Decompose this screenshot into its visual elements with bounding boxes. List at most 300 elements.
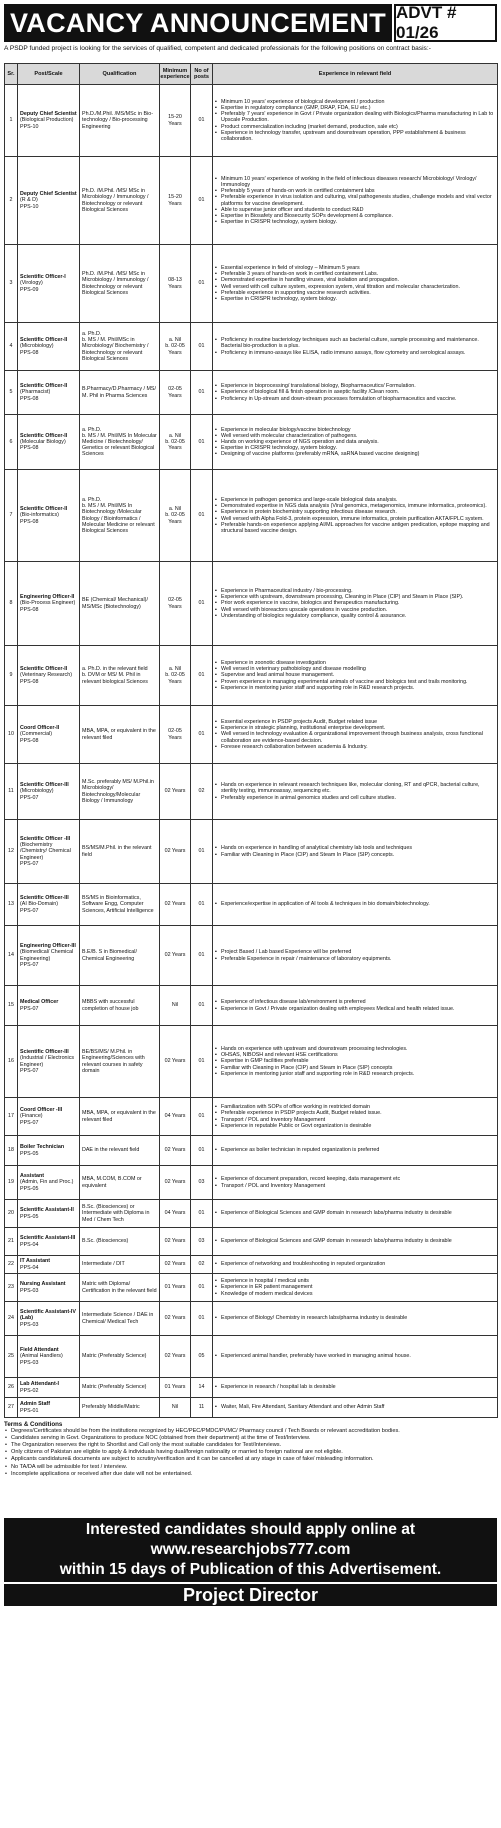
number-of-posts-cell: 01 (191, 470, 213, 562)
experience-item: ▪ Minimum 10 years' experience of biological development / production (215, 99, 495, 105)
post-scale: PPS-07 (20, 1005, 39, 1012)
post-scale: PPS-08 (20, 349, 39, 356)
number-of-posts-cell: 01 (191, 1026, 213, 1098)
post-scale: PPS-03 (20, 1287, 39, 1294)
relevant-experience-cell (213, 1256, 498, 1274)
post-specialty: (Commercial) (20, 731, 53, 738)
qualification-cell: BE (Chemical/ Mechanical)/ MS/MSc (Biotechnology) (80, 562, 160, 646)
serial-number: 24 (5, 1302, 18, 1336)
experience-item: ▪ Familiar with Cleaning in Place (CIP) and Steam in Place (SIP) concepts (215, 1065, 495, 1071)
experience-item: ▪ Proficiency in routine bacteriology techniques such as bacterial culture, sample processing and maintenance. Bacterial bio-production is a plus. (215, 337, 495, 349)
experience-item: ▪ Demonstrated expertise in NGS data analysis (Viral genomics, metagenomics, immune informatics, proteomics). (215, 503, 495, 509)
experience-item: ▪ Preferable hands-on experience applying AI/ML approaches for vaccine antigen predication, epitope mapping and structural based vaccine design. (215, 522, 495, 534)
experience-list (215, 1384, 495, 1390)
post-title: Field Attendant (20, 1347, 59, 1354)
number-of-posts-cell: 01 (191, 85, 213, 157)
relevant-experience-cell (213, 245, 498, 323)
minimum-experience-cell: 02 Years (160, 1336, 191, 1378)
serial-number: 22 (5, 1256, 18, 1274)
experience-item: ▪ Experience in technology transfer, upstream and downstream operation, PPP establishment & business collaboration. (215, 130, 495, 142)
post-specialty: (Biological Production) (20, 117, 74, 124)
experience-item: ▪ Experience in mentoring junior staff and supporting role in R&D research projects. (215, 1071, 495, 1077)
experience-item: ▪ Supervise and lead animal house management. (215, 672, 495, 678)
post-scale-cell (18, 1026, 80, 1098)
post-scale: PPS-07 (20, 860, 39, 867)
post-scale: PPS-10 (20, 203, 39, 210)
minimum-experience-cell: 02 Years (160, 764, 191, 820)
post-scale: PPS-08 (20, 445, 39, 452)
experience-item: ▪ Prior work experience in vaccine, biologics and therapeutics manufacturing. (215, 600, 495, 606)
minimum-experience-cell: 15-20 Years (160, 157, 191, 245)
experience-item: ▪ Well versed in veterinary pathobiology and disease modelling (215, 666, 495, 672)
experience-list (215, 782, 495, 800)
number-of-posts-cell: 01 (191, 706, 213, 764)
table-row (5, 85, 498, 157)
minimum-experience-cell: 02 Years (160, 820, 191, 884)
post-title: Admin Staff (20, 1401, 50, 1408)
terms-and-conditions (4, 1421, 497, 1516)
qualification-cell: B.Sc. (Biosciences) or Intermediate with Diploma in Med / Chem Tech (80, 1200, 160, 1228)
experience-item: ▪ Well versed with Alpha Fold-3, protein expression, immune informatics, protein purification AKTA/FPLC system. (215, 516, 495, 522)
table-row (5, 764, 498, 820)
post-title: Scientific Officer-II (20, 337, 68, 344)
post-scale-cell (18, 764, 80, 820)
post-scale-cell (18, 245, 80, 323)
minimum-experience-cell: 04 Years (160, 1200, 191, 1228)
post-specialty: (Biochemistry /Chemistry/ Chemical Engineer) (20, 842, 71, 861)
post-scale: PPS-09 (20, 286, 39, 293)
relevant-experience-cell (213, 1166, 498, 1200)
experience-list (215, 1404, 495, 1410)
experience-item: ▪ Expertise in Biosafety and Biosecurity SOPs development & compliance. (215, 213, 495, 219)
table-row (5, 1336, 498, 1378)
minimum-experience-cell: 04 Years (160, 1098, 191, 1136)
post-specialty: (Animal Handlers) (20, 1353, 63, 1360)
post-scale-cell (18, 1228, 80, 1256)
post-scale-cell (18, 1098, 80, 1136)
relevant-experience-cell (213, 85, 498, 157)
serial-number: 2 (5, 157, 18, 245)
post-scale-cell (18, 1256, 80, 1274)
table-row (5, 1256, 498, 1274)
table-header-row (5, 64, 498, 85)
post-scale-cell (18, 986, 80, 1026)
experience-item: ▪ Experience in pathogen genomics and large-scale biological data analysis. (215, 497, 495, 503)
terms-title: Terms & Conditions (4, 1421, 63, 1428)
relevant-experience-cell (213, 706, 498, 764)
experience-item: ▪ Experience of Biological Sciences and GMP domain in research labs/pharma industry is desirable (215, 1238, 495, 1244)
experience-list (215, 176, 495, 225)
post-scale: PPS-04 (20, 1241, 39, 1248)
number-of-posts-cell: 01 (191, 820, 213, 884)
post-title: Deputy Chief Scientist (20, 111, 77, 118)
post-title: IT Assistant (20, 1258, 51, 1265)
number-of-posts-cell: 01 (191, 646, 213, 706)
relevant-experience-cell (213, 926, 498, 986)
post-scale-cell (18, 323, 80, 371)
experience-item: ▪ Minimum 10 years' experience of working in the field of infectious diseases research/ Microbiology/ Virology/ Immunology (215, 176, 495, 188)
qualification-cell: B.Sc. (Biosciences) (80, 1228, 160, 1256)
table-row (5, 1228, 498, 1256)
table-row (5, 1026, 498, 1098)
qualification-cell: a. Ph.D. in the relevant field b. DVM or MS/ M. Phil in relevant biological Sciences (80, 646, 160, 706)
post-specialty: (Admin, Fin and Proc.) (20, 1179, 74, 1186)
experience-list (215, 427, 495, 457)
post-scale: PPS-07 (20, 1119, 39, 1126)
apply-banner (4, 1518, 497, 1582)
post-scale: PPS-07 (20, 1067, 39, 1074)
experience-item: ▪ Designing of vaccine platforms (preferably mRNA, saRNA based vaccine designing) (215, 451, 495, 457)
post-scale: PPS-08 (20, 518, 39, 525)
qualification-cell: a. Ph.D. b. MS / M. Phil/MS In Molecular Medicine / Biotechnology/ Genetics or relevant Biological Sciences (80, 415, 160, 470)
minimum-experience-cell: 01 Years (160, 1274, 191, 1302)
qualification-cell: Matric (Preferably Science) (80, 1336, 160, 1378)
serial-number: 7 (5, 470, 18, 562)
serial-number: 8 (5, 562, 18, 646)
post-scale: PPS-05 (20, 1185, 39, 1192)
experience-item: ▪ Experience of Biological Sciences and GMP domain in research labs/pharma industry is desirable (215, 1210, 495, 1216)
qualification-cell: MBBS with successful completion of house job (80, 986, 160, 1026)
serial-number: 27 (5, 1398, 18, 1418)
serial-number: 11 (5, 764, 18, 820)
experience-item: ▪ Well versed in technology evaluation & organizational improvement through business analysis, cross functional collaboration are evidence-based decision. (215, 731, 495, 743)
post-title: Scientific Assistant-II (20, 1207, 74, 1214)
post-specialty: (Microbiology) (20, 788, 54, 795)
table-row (5, 415, 498, 470)
experience-item: ▪ Expertise in CRISPR technology, system biology. (215, 296, 495, 302)
post-scale-cell (18, 706, 80, 764)
qualification-cell: BS/MS in Bioinformatics, Software Engg, Computer Sciences, Artificial Intelligence (80, 884, 160, 926)
minimum-experience-cell: 02 Years (160, 1302, 191, 1336)
experience-item: ▪ Preferable Experience in repair / maintenance of laboratory equipments. (215, 956, 495, 962)
experience-item: ▪ Expertise in GMP facilities preferable (215, 1058, 495, 1064)
experience-list (215, 1104, 495, 1128)
serial-number: 3 (5, 245, 18, 323)
experience-list (215, 660, 495, 690)
number-of-posts-cell: 01 (191, 1098, 213, 1136)
post-scale: PPS-10 (20, 123, 39, 130)
experience-item: ▪ Experience in Govt / Private organization dealing with employees Medical and health related issue. (215, 1006, 495, 1012)
post-title: Scientific Officer-III (20, 1049, 69, 1056)
experience-item: ▪ Experience in bioprocessing/ translational biology, Biopharmaceutics/ Formulation. (215, 383, 495, 389)
experience-item: ▪ Preferable experience in PSDP projects Audit, Budget related issue. (215, 1110, 495, 1116)
minimum-experience-cell: 02 Years (160, 1256, 191, 1274)
post-title: Lab Attendant-I (20, 1381, 59, 1388)
table-row (5, 820, 498, 884)
relevant-experience-cell (213, 1228, 498, 1256)
column-header-qualification: Qualification (80, 64, 160, 85)
qualification-cell: MBA, MPA, or equivalent in the relevant filed (80, 1098, 160, 1136)
table-row (5, 706, 498, 764)
experience-item: ▪ Experience of infectious disease lab/environment is preferred (215, 999, 495, 1005)
experience-item: ▪ Proficiency in immuno-assays like ELISA, radio immuno assays, flow cytometry and serological assays. (215, 350, 495, 356)
intro-text: A PSDP funded project is looking for the services of qualified, competent and dedicated professionals for the following positions on contract basis:- (4, 45, 431, 52)
post-title: Medical Officer (20, 999, 59, 1006)
post-title: Scientific Assistant-IV (Lab) (20, 1309, 76, 1322)
table-row (5, 1302, 498, 1336)
experience-item: ▪ Preferable experience in virus isolation and culturing, viral pathogenesis studies, challenge models and viral vector platforms for vaccine development. (215, 194, 495, 206)
minimum-experience-cell: 02 Years (160, 1166, 191, 1200)
post-scale-cell (18, 470, 80, 562)
experience-item: ▪ Foresee research collaboration between academia & Industry. (215, 744, 495, 750)
post-title: Scientific Officer-II (20, 666, 68, 673)
experience-item: ▪ Experience of document preparation, record keeping, data management etc (215, 1176, 495, 1182)
experience-item: ▪ Experience with upstream, downstream processing, Cleaning in Place (CIP) and Steam in Place (SIP). (215, 594, 495, 600)
number-of-posts-cell: 02 (191, 1256, 213, 1274)
relevant-experience-cell (213, 562, 498, 646)
post-specialty: (Industrial / Electronics Engineer) (20, 1055, 75, 1068)
experience-item: ▪ Experience/expertise in application of AI tools & techniques in bio domain/biotechnology. (215, 901, 495, 907)
experience-item: ▪ Experience in zoonotic disease investigation (215, 660, 495, 666)
relevant-experience-cell (213, 1398, 498, 1418)
table-row (5, 157, 498, 245)
apply-line-3: within 15 days of Publication of this Advertisement. (59, 1561, 442, 1578)
terms-list (4, 1428, 497, 1478)
post-title: Scientific Officer-I (20, 274, 66, 281)
relevant-experience-cell (213, 820, 498, 884)
qualification-cell: MBA, MPA, or equivalent in the relevant filed (80, 706, 160, 764)
experience-item: ▪ Experience of networking and troubleshooting in reputed organization (215, 1261, 495, 1267)
experience-item: ▪ Expertise in CRISPR technology, system biology. (215, 445, 495, 451)
vacancy-table-body (5, 85, 498, 1418)
number-of-posts-cell: 05 (191, 1336, 213, 1378)
number-of-posts-cell: 01 (191, 1136, 213, 1166)
post-specialty: (Microbiology) (20, 343, 54, 350)
experience-list (215, 1353, 495, 1359)
experience-item: ▪ Experience of biological fill & finish operation in aseptic facility /Clean room. (215, 389, 495, 395)
table-row (5, 1274, 498, 1302)
post-scale: PPS-03 (20, 1321, 39, 1328)
serial-number: 13 (5, 884, 18, 926)
table-row (5, 245, 498, 323)
term-item: • No TA/DA will be admissible for test / interview. (4, 1464, 497, 1471)
experience-list (215, 1210, 495, 1216)
experience-item: ▪ Experience as boiler technician in reputed organization is preferred (215, 1147, 495, 1153)
qualification-cell: Intermediate / DIT (80, 1256, 160, 1274)
qualification-cell: Ph.D. /M.Phil. /MS/ MSc in Microbiology / Immunology / Biotechnology or relevant Biological Sciences (80, 245, 160, 323)
relevant-experience-cell (213, 1026, 498, 1098)
qualification-cell: DAE in the relevant field (80, 1136, 160, 1166)
post-scale: PPS-08 (20, 395, 39, 402)
experience-list (215, 719, 495, 749)
serial-number: 10 (5, 706, 18, 764)
post-scale: PPS-08 (20, 606, 39, 613)
number-of-posts-cell: 02 (191, 764, 213, 820)
term-item: • Only citizens of Pakistan are eligible to apply & individuals having dual/foreign nationality or married to foreign national are not eligible. (4, 1449, 497, 1456)
table-row (5, 1378, 498, 1398)
table-row (5, 926, 498, 986)
serial-number: 5 (5, 371, 18, 415)
minimum-experience-cell: Nil (160, 1398, 191, 1418)
post-scale-cell (18, 884, 80, 926)
post-scale: PPS-07 (20, 907, 39, 914)
post-specialty: (Bio-Process Engineer) (20, 600, 76, 607)
experience-item: ▪ Project Based / Lab based Experience will be preferred (215, 949, 495, 955)
number-of-posts-cell: 01 (191, 245, 213, 323)
qualification-cell: MBA, M.COM, B.COM or equivalent (80, 1166, 160, 1200)
qualification-cell: Matric with Diploma/ Certification in the relevant field (80, 1274, 160, 1302)
number-of-posts-cell: 01 (191, 986, 213, 1026)
term-item: • The Organization reserves the right to Shortlist and Call only the most suitable candidates for Test/Interviews. (4, 1442, 497, 1449)
minimum-experience-cell: 02 Years (160, 926, 191, 986)
relevant-experience-cell (213, 884, 498, 926)
post-title: Assistant (20, 1173, 45, 1180)
post-scale: PPS-01 (20, 1407, 39, 1414)
header (4, 4, 497, 44)
announcement-title: VACANCY ANNOUNCEMENT (4, 4, 392, 42)
qualification-cell: Intermediate Science / DAE in Chemical/ Medical Tech (80, 1302, 160, 1336)
relevant-experience-cell (213, 764, 498, 820)
post-scale-cell (18, 1166, 80, 1200)
experience-item: ▪ Transport / POL and Inventory Management (215, 1117, 495, 1123)
serial-number: 14 (5, 926, 18, 986)
experience-item: ▪ Waiter, Mali, Fire Attendant, Sanitary Attendant and other Admin Staff (215, 1404, 495, 1410)
serial-number: 19 (5, 1166, 18, 1200)
post-scale: PPS-07 (20, 794, 39, 801)
experience-list (215, 1238, 495, 1244)
post-specialty: (R & D) (20, 197, 38, 204)
relevant-experience-cell (213, 1336, 498, 1378)
table-row (5, 562, 498, 646)
qualification-cell: BS/MS/M.Phil. in the relevant field (80, 820, 160, 884)
experience-item: ▪ Experience in ER patient management (215, 1284, 495, 1290)
column-header-experience: Minimum experience (160, 64, 191, 85)
qualification-cell: a. Ph.D. b. MS / M. Phil/MS In Biotechnology /Molecular Biology / Bioinformatics / Molecular Medicine or relevant Biological Sciences (80, 470, 160, 562)
experience-item: ▪ Experience in molecular biology/vaccine biotechnology (215, 427, 495, 433)
experience-item: ▪ Knowledge of modern medical devices (215, 1291, 495, 1297)
number-of-posts-cell: 01 (191, 1302, 213, 1336)
serial-number: 20 (5, 1200, 18, 1228)
experience-list (215, 265, 495, 302)
post-title: Scientific Assistant-III (20, 1235, 76, 1242)
experience-item: ▪ Experience in reputable Public or Govt organization is desirable (215, 1123, 495, 1129)
apply-website-link[interactable]: www.researchjobs777.com (150, 1541, 351, 1558)
number-of-posts-cell: 01 (191, 415, 213, 470)
experience-item: ▪ Experience of Biology/ Chemistry in research labs/pharma industry is desirable (215, 1315, 495, 1321)
relevant-experience-cell (213, 157, 498, 245)
serial-number: 25 (5, 1336, 18, 1378)
number-of-posts-cell: 01 (191, 1274, 213, 1302)
number-of-posts-cell: 01 (191, 323, 213, 371)
table-row (5, 1136, 498, 1166)
post-specialty: (Veterinary Research) (20, 672, 72, 679)
post-title: Nursing Assistant (20, 1281, 66, 1288)
table-row (5, 371, 498, 415)
serial-number: 6 (5, 415, 18, 470)
apply-line-1: Interested candidates should apply online at (85, 1521, 416, 1538)
post-scale-cell (18, 1378, 80, 1398)
experience-list (215, 949, 495, 961)
minimum-experience-cell: a. Nil b. 02-05 Years (160, 470, 191, 562)
serial-number: 9 (5, 646, 18, 706)
qualification-cell: BE/BS/MS/ M.Phil. in Engineering/Sciences with relevant courses in safety domain (80, 1026, 160, 1098)
experience-item: ▪ Familiarization with SOPs of office working in restricted domain (215, 1104, 495, 1110)
number-of-posts-cell: 11 (191, 1398, 213, 1418)
number-of-posts-cell: 01 (191, 562, 213, 646)
post-scale-cell (18, 1336, 80, 1378)
post-scale-cell (18, 820, 80, 884)
column-header-post: Post/Scale (18, 64, 80, 85)
number-of-posts-cell: 01 (191, 926, 213, 986)
post-scale-cell (18, 926, 80, 986)
post-scale-cell (18, 1274, 80, 1302)
experience-list (215, 383, 495, 401)
serial-number: 17 (5, 1098, 18, 1136)
post-scale-cell (18, 415, 80, 470)
experience-item: ▪ Proven experience in managing experimental animals of vaccine and biologics test and trails monitoring. (215, 679, 495, 685)
relevant-experience-cell (213, 986, 498, 1026)
post-scale: PPS-05 (20, 1150, 39, 1157)
qualification-cell: Preferably Middle/Matric (80, 1398, 160, 1418)
relevant-experience-cell (213, 371, 498, 415)
minimum-experience-cell: a. Nil b. 02-05 Years (160, 415, 191, 470)
term-item: • Candidates serving in Govt. Organizations to produce NOC (obtained from their department) at the time of Test/Interview. (4, 1435, 497, 1442)
experience-item: ▪ Hands on experience in relevant research techniques like, molecular cloning, RT and qPCR, bacterial culture, sterility testing, immunoassay, sequencing etc. (215, 782, 495, 794)
serial-number: 21 (5, 1228, 18, 1256)
experience-item: ▪ Familiar with Cleaning in Place (CIP) and Steam In Place (SIP) concepts. (215, 852, 495, 858)
experience-item: ▪ Transport / POL and Inventory Management (215, 1183, 495, 1189)
post-scale-cell (18, 157, 80, 245)
post-scale-cell (18, 371, 80, 415)
number-of-posts-cell: 01 (191, 371, 213, 415)
qualification-cell: M.Sc. preferably MS/ M.Phil.in Microbiology/ Biotechnology/Molecular Biology / Immunology (80, 764, 160, 820)
experience-list (215, 497, 495, 534)
table-row (5, 1200, 498, 1228)
post-specialty: (Bio-informatics) (20, 512, 59, 519)
post-scale-cell (18, 562, 80, 646)
post-title: Engineering Officer-II (20, 594, 75, 601)
experience-item: ▪ OHSAS, NIBOSH and relevant HSE certifications (215, 1052, 495, 1058)
experience-item: ▪ Well versed with molecular characterization of pathogens. (215, 433, 495, 439)
relevant-experience-cell (213, 1136, 498, 1166)
post-title: Scientific Officer-II (20, 432, 68, 439)
number-of-posts-cell: 14 (191, 1378, 213, 1398)
post-scale-cell (18, 1398, 80, 1418)
experience-item: ▪ Hands on experience with upstream and downstream processing technologies. (215, 1046, 495, 1052)
minimum-experience-cell: a. Nil b. 02-05 Years (160, 323, 191, 371)
qualification-cell: Matric (Preferably Science) (80, 1378, 160, 1398)
qualification-cell: B.E/B. S in Biomedical/ Chemical Engineering (80, 926, 160, 986)
column-header-relevant-field: Experience in relevant field (213, 64, 498, 85)
serial-number: 12 (5, 820, 18, 884)
post-title: Scientific Officer -III (20, 836, 71, 843)
post-title: Scientific Officer-II (20, 506, 68, 513)
experience-item: ▪ Essential experience in field of virology – Minimum 5 years (215, 265, 495, 271)
experience-item: ▪ Expertise in CRISPR technology, system biology. (215, 219, 495, 225)
experience-item: ▪ Well versed with bioreactors upscale operations in vaccine production. (215, 607, 495, 613)
post-title: Coord Officer-II (20, 725, 60, 732)
experience-list (215, 99, 495, 142)
post-title: Scientific Officer-III (20, 895, 69, 902)
experience-item: ▪ Demonstrated expertise in handling viruses, viral isolation and propagation. (215, 277, 495, 283)
minimum-experience-cell: 02-05 Years (160, 371, 191, 415)
term-item: • Applicants candidature& documents are subject to scrutiny/verification and it can be cancelled at any stage in case of fake/ misleading information. (4, 1456, 497, 1463)
experience-list (215, 337, 495, 355)
serial-number: 23 (5, 1274, 18, 1302)
experience-item: ▪ Product commercialization including (market demand, production, sale etc) (215, 124, 495, 130)
table-row (5, 1166, 498, 1200)
experience-item: ▪ Able to supervise junior officer and students to conduct R&D (215, 207, 495, 213)
number-of-posts-cell: 03 (191, 1228, 213, 1256)
post-scale: PPS-02 (20, 1387, 39, 1394)
post-specialty: (AI Bio-Domain) (20, 901, 59, 908)
experience-item: ▪ Essential experience in PSDP projects Audit, Budget related issue (215, 719, 495, 725)
experience-item: ▪ Proficiency in Up-stream and down-stream processes formulation of biopharmaceutics and vaccine. (215, 396, 495, 402)
relevant-experience-cell (213, 1098, 498, 1136)
experience-item: ▪ Experience in protein biochemistry supporting infectious disease research. (215, 509, 495, 515)
experience-item: ▪ Preferably 7 years' experience in Govt / Private organization dealing with Biologics/Pharma manufacturing in Lab to Upscale Production. (215, 111, 495, 123)
serial-number: 18 (5, 1136, 18, 1166)
